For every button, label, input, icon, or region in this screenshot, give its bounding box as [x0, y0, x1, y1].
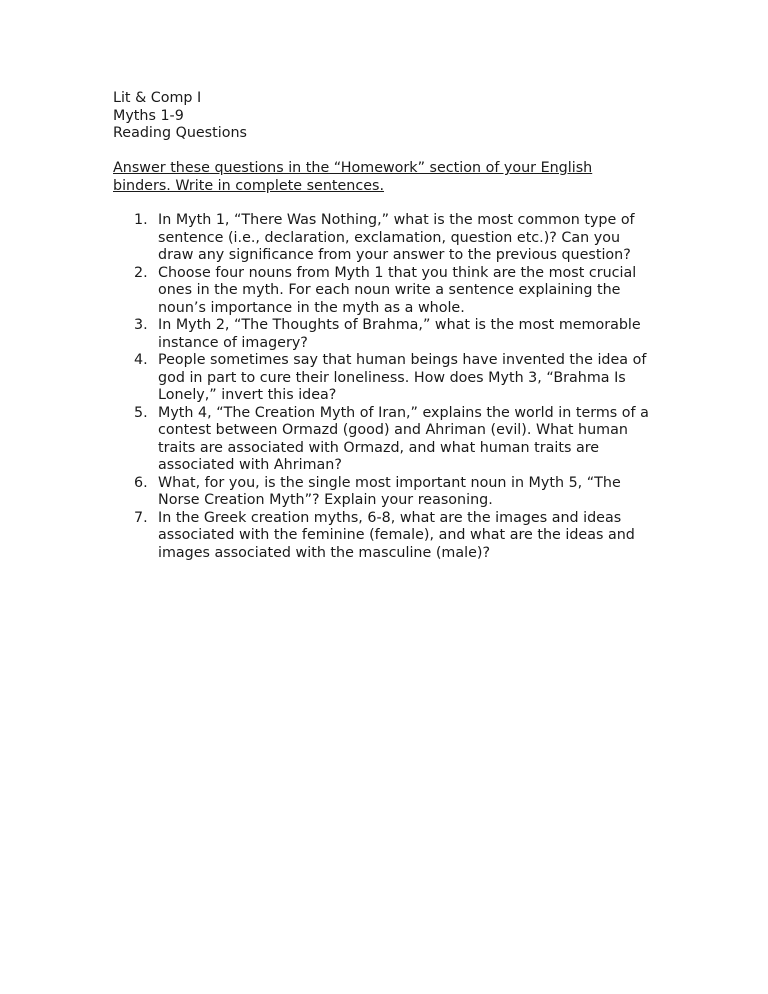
question-number: 6. — [134, 474, 148, 491]
unit-name: Myths 1-9 — [113, 107, 184, 124]
question-text: Myth 4, “The Creation Myth of Iran,” explains the world in terms of a contest between Ormazd (good) and Ahriman (evil). What human traits are associated with Ormazd, and what human traits are associated with Ahriman? — [158, 404, 649, 473]
question-number: 3. — [134, 317, 148, 333]
course-name: Lit & Comp I — [113, 90, 202, 106]
document-page — [113, 90, 673, 562]
question-text: In Myth 1, “There Was Nothing,” what is the most common type of sentence (i.e., declaration, exclamation, question etc.)? Can you draw any significance from your answer to the previous question? — [158, 212, 635, 263]
question-number: 1. — [134, 212, 148, 228]
question-item — [113, 317, 658, 352]
question-number: 2. — [134, 264, 148, 281]
question-text: In the Greek creation myths, 6-8, what are the images and ideas associated with the feminine (female), and what are the ideas and images associated with the masculine (male)? — [158, 509, 635, 561]
question-item — [113, 265, 658, 318]
instructions: Answer these questions in the “Homework” section of your English binders. Write in complete sentences. — [113, 160, 593, 194]
question-item — [113, 212, 658, 265]
question-text: What, for you, is the single most important noun in Myth 5, “The Norse Creation Myth”? Explain your reasoning. — [158, 474, 621, 508]
header-block — [113, 90, 673, 143]
question-text: Choose four nouns from Myth 1 that you think are the most crucial ones in the myth. For each noun write a sentence explaining the noun’s importance in the myth as a whole. — [158, 264, 637, 316]
question-number: 4. — [134, 352, 148, 368]
question-text: In Myth 2, “The Thoughts of Brahma,” what is the most memorable instance of imagery? — [158, 317, 641, 351]
question-text: People sometimes say that human beings have invented the idea of god in part to cure their loneliness. How does Myth 3, “Brahma Is Lonely,” invert this idea? — [158, 352, 647, 403]
question-list — [113, 212, 673, 562]
question-item — [113, 475, 658, 510]
question-item — [113, 510, 658, 563]
document-title: Reading Questions — [113, 125, 247, 141]
question-item — [113, 352, 658, 405]
question-number: 7. — [134, 509, 148, 526]
question-item — [113, 405, 658, 475]
question-number: 5. — [134, 404, 148, 421]
